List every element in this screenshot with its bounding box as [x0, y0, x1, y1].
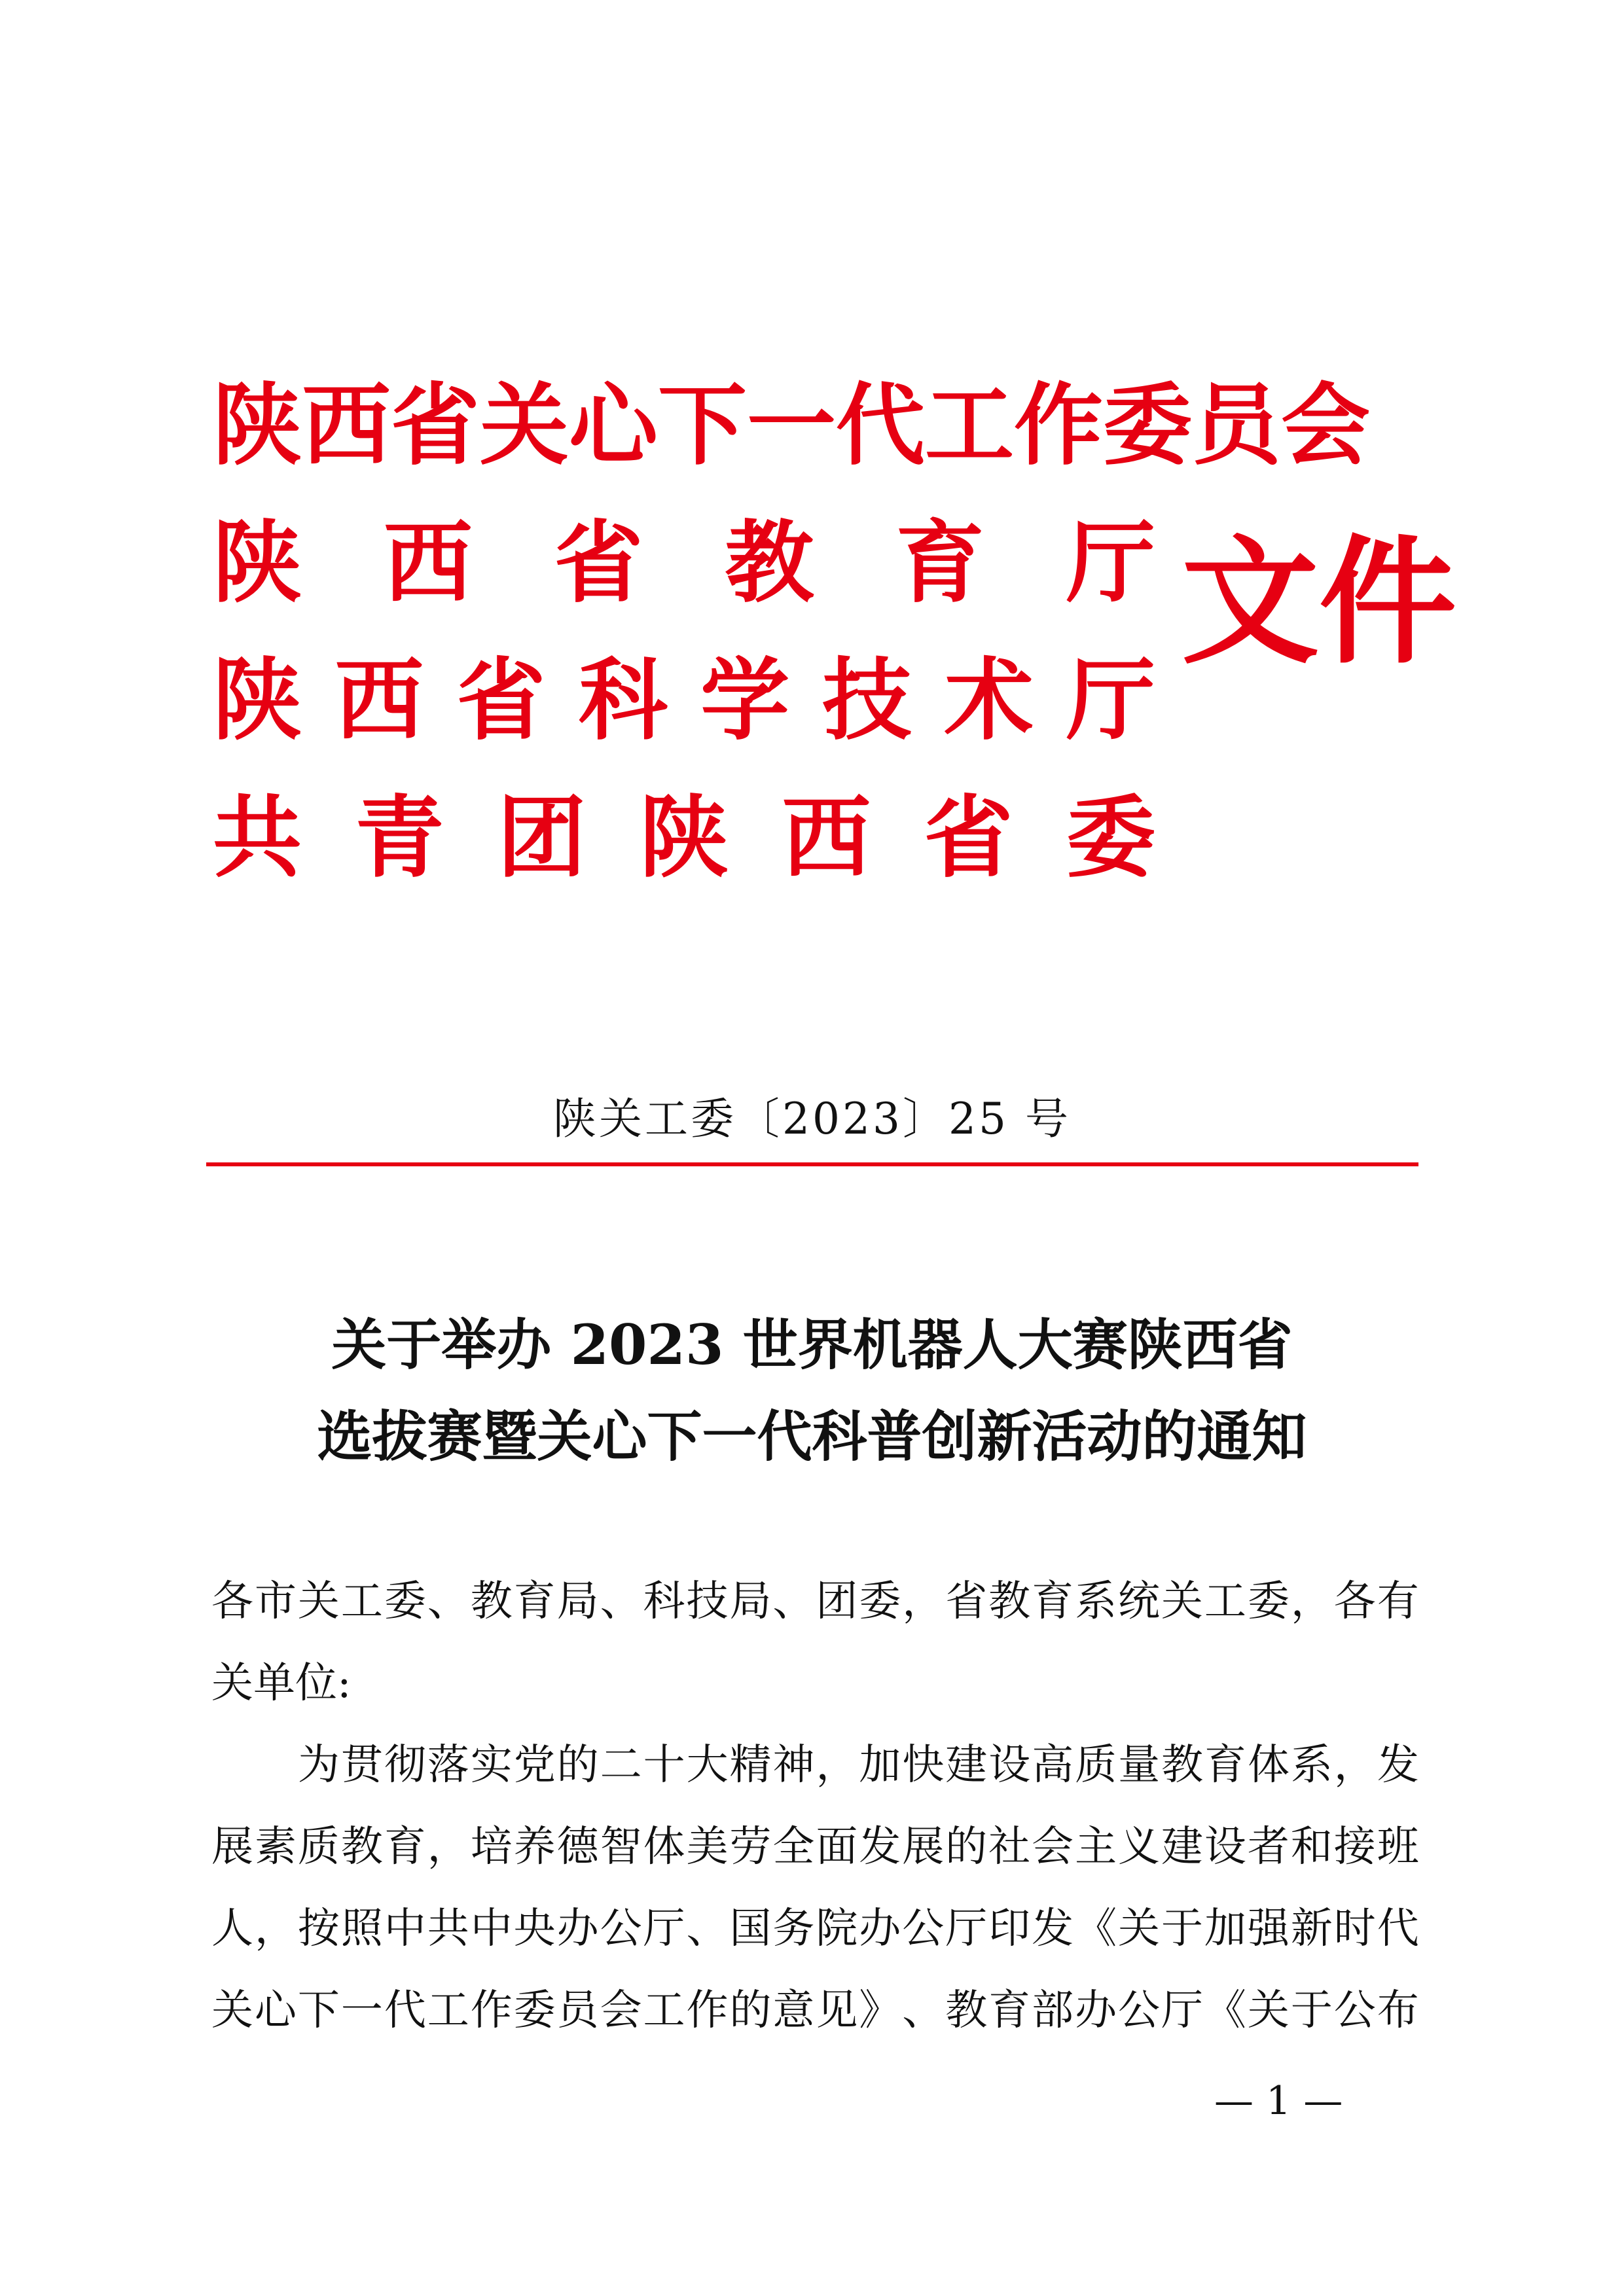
char: 加 [859, 1741, 901, 1789]
char: 见 [816, 1986, 858, 2035]
char: 贯 [340, 1741, 383, 1789]
char: 西 [383, 511, 473, 615]
char: 术 [944, 648, 1034, 753]
char: 、 [600, 1577, 642, 1626]
char: 教 [988, 1577, 1031, 1626]
char: 按 [297, 1905, 340, 1953]
char: 智 [600, 1823, 642, 1871]
char: 强 [1247, 1905, 1290, 1953]
char: 劳 [729, 1823, 772, 1871]
char: 会 [1032, 1823, 1074, 1871]
char: 委 [1247, 1577, 1290, 1626]
char: 系 [1075, 1577, 1117, 1626]
char: 陕 [213, 648, 302, 753]
red-divider-line [206, 1162, 1418, 1166]
char: 局 [729, 1577, 772, 1626]
document-number: 陕关工委〔2023〕25 号 [553, 1094, 1071, 1144]
char: 委 [384, 1577, 426, 1626]
char: 共 [427, 1905, 469, 1953]
char: 培 [470, 1823, 513, 1871]
char: 公 [1333, 1986, 1376, 2035]
issuer-name [213, 632, 1155, 769]
char: ， [1290, 1577, 1333, 1626]
char: 陕 [213, 511, 302, 615]
issuer-name [213, 769, 1155, 906]
char: 快 [902, 1741, 945, 1789]
char: 厅 [1161, 1986, 1203, 2035]
char: 下 [658, 373, 747, 478]
document-type-label: 文件 [1182, 521, 1457, 683]
char: 下 [297, 1986, 340, 2035]
char: 西 [782, 785, 871, 890]
char: 办 [556, 1905, 599, 1953]
addressee-line [211, 1561, 1419, 1643]
char: 二 [600, 1741, 642, 1789]
char: 局 [556, 1577, 599, 1626]
char: 作 [1014, 373, 1103, 478]
char: 发 [1032, 1905, 1074, 1953]
char: 省 [554, 511, 643, 615]
char: 育 [1032, 1577, 1074, 1626]
char: 建 [1161, 1823, 1203, 1871]
issuer-line [213, 357, 1370, 494]
char: 教 [340, 1823, 383, 1871]
char: 教 [1161, 1741, 1204, 1789]
char: 公 [600, 1905, 642, 1953]
char: 和 [1290, 1823, 1333, 1871]
char: 学 [700, 648, 790, 753]
char: ， [902, 1577, 945, 1626]
page-number: — 1 — [1214, 2078, 1343, 2124]
char: 工 [427, 1986, 469, 2035]
paragraph-line [211, 1725, 1419, 1806]
char: 有 [1377, 1577, 1419, 1626]
char: 养 [513, 1823, 556, 1871]
char: 面 [816, 1823, 858, 1871]
char: 省 [945, 1577, 988, 1626]
issuer-line [213, 494, 1162, 632]
char: 《 [1075, 1905, 1117, 1953]
char: 设 [988, 1741, 1031, 1789]
char: 厅 [643, 1905, 685, 1953]
char: 发 [859, 1823, 901, 1871]
char: 一 [747, 373, 836, 478]
char: 落 [427, 1741, 469, 1789]
paragraph-line [211, 1888, 1419, 1970]
char: 素 [254, 1823, 297, 1871]
paragraph-line [211, 1806, 1419, 1888]
char: 陕 [639, 785, 729, 890]
char: 省 [924, 785, 1013, 890]
char: 教 [725, 511, 814, 615]
char: 的 [945, 1823, 988, 1871]
char: 市 [254, 1577, 297, 1626]
char: 院 [816, 1905, 858, 1953]
char: 务 [772, 1905, 815, 1953]
char: 建 [945, 1741, 988, 1789]
char: 科 [643, 1577, 685, 1626]
char: 代 [384, 1986, 426, 2035]
char: 系 [1290, 1741, 1333, 1789]
char: 技 [822, 648, 912, 753]
char: 团 [816, 1577, 858, 1626]
char: ， [427, 1823, 469, 1871]
char: 十 [643, 1741, 685, 1789]
char: 关 [480, 373, 569, 478]
char: 关 [211, 1986, 253, 2035]
char: 为 [298, 1741, 340, 1789]
title-line: 选拔赛暨关心下一代科普创新活动的通知 [317, 1404, 1307, 1469]
char: 教 [470, 1577, 513, 1626]
char: 印 [988, 1905, 1031, 1953]
char: 全 [772, 1823, 815, 1871]
char: 西 [302, 373, 391, 478]
char: 》 [859, 1986, 901, 2035]
char: 人 [211, 1905, 253, 1953]
char: 各 [1333, 1577, 1376, 1626]
char: 时 [1333, 1905, 1376, 1953]
char: 员 [556, 1986, 599, 2035]
char: 会 [600, 1986, 642, 2035]
char: 共 [213, 785, 302, 890]
char: 者 [1247, 1823, 1290, 1871]
char: ， [1333, 1741, 1376, 1789]
char: 办 [859, 1905, 901, 1953]
char: 布 [1377, 1986, 1419, 2035]
char: 量 [1118, 1741, 1161, 1789]
char: 教 [945, 1986, 988, 2035]
char: 厅 [945, 1905, 988, 1953]
char: 、 [772, 1577, 815, 1626]
char: 公 [1118, 1986, 1161, 2035]
char: 《 [1204, 1986, 1246, 2035]
char: 员 [1192, 373, 1281, 478]
char: 体 [1247, 1741, 1290, 1789]
char: 央 [513, 1905, 556, 1953]
char: 高 [1032, 1741, 1074, 1789]
char: 社 [988, 1823, 1031, 1871]
char: 关 [297, 1577, 340, 1626]
title-line: 关于举办 2023 世界机器人大赛陕西省 [331, 1312, 1293, 1377]
char: 党 [513, 1741, 556, 1789]
char: 委 [1066, 785, 1155, 890]
char: 工 [1204, 1577, 1246, 1626]
char: 会 [1281, 373, 1370, 478]
char: 精 [729, 1741, 772, 1789]
char: 办 [1075, 1986, 1117, 2035]
char: 心 [254, 1986, 297, 2035]
char: 国 [729, 1905, 772, 1953]
char: 育 [1204, 1741, 1247, 1789]
char: 青 [355, 785, 444, 890]
char: 公 [902, 1905, 945, 1953]
char: 质 [1075, 1741, 1117, 1789]
char: 神 [772, 1741, 815, 1789]
char: 统 [1118, 1577, 1161, 1626]
char: 西 [334, 648, 424, 753]
char: 省 [456, 648, 546, 753]
char: 新 [1290, 1905, 1333, 1953]
char: 质 [297, 1823, 340, 1871]
char: 设 [1204, 1823, 1246, 1871]
char: 中 [384, 1905, 426, 1953]
char: 、 [902, 1986, 945, 2035]
char: 委 [859, 1577, 901, 1626]
char: ， [816, 1741, 858, 1789]
char: 的 [556, 1741, 599, 1789]
issuer-name [213, 494, 1155, 632]
char: 于 [1290, 1986, 1333, 2035]
char: 、 [427, 1577, 469, 1626]
char: 厅 [1066, 648, 1155, 753]
char: 部 [1032, 1986, 1074, 2035]
char: 主 [1075, 1823, 1117, 1871]
document-title [0, 1299, 1624, 1482]
char: 德 [556, 1823, 599, 1871]
char: 育 [384, 1823, 426, 1871]
paragraph-line [211, 1970, 1419, 2052]
char: 体 [643, 1823, 685, 1871]
char: 作 [470, 1986, 513, 2035]
addressee-line: 关单位: [211, 1659, 352, 1708]
char: 团 [497, 785, 586, 890]
char: 工 [340, 1577, 383, 1626]
char: 美 [686, 1823, 729, 1871]
char: 厅 [1066, 511, 1155, 615]
issuer-name [213, 357, 1370, 494]
char: 一 [340, 1986, 383, 2035]
char: 发 [1377, 1741, 1419, 1789]
char: 关 [1247, 1986, 1290, 2035]
char: 、 [686, 1905, 729, 1953]
char: 于 [1161, 1905, 1203, 1953]
document-body [211, 1561, 1419, 2052]
char: 实 [470, 1741, 513, 1789]
char: 大 [686, 1741, 729, 1789]
char: 关 [1118, 1905, 1161, 1953]
char: 育 [513, 1577, 556, 1626]
char: 意 [772, 1986, 815, 2035]
char: 关 [1161, 1577, 1203, 1626]
char: 班 [1377, 1823, 1419, 1871]
char: 委 [513, 1986, 556, 2035]
issuer-line [213, 632, 1162, 769]
char: 技 [686, 1577, 729, 1626]
char: 工 [643, 1986, 685, 2035]
char: 中 [470, 1905, 513, 1953]
char: 委 [1103, 373, 1192, 478]
char: 代 [1377, 1905, 1419, 1953]
char: 义 [1118, 1823, 1161, 1871]
char: 工 [925, 373, 1014, 478]
char: 心 [569, 373, 658, 478]
char: ， [254, 1905, 297, 1953]
char: 各 [211, 1577, 253, 1626]
issuer-line [213, 769, 1162, 906]
char: 代 [836, 373, 925, 478]
char: 的 [729, 1986, 772, 2035]
char: 科 [578, 648, 668, 753]
char: 陕 [213, 373, 302, 478]
char: 接 [1333, 1823, 1376, 1871]
char: 省 [391, 373, 480, 478]
char: 育 [988, 1986, 1031, 2035]
char: 作 [686, 1986, 729, 2035]
char: 展 [211, 1823, 253, 1871]
char: 彻 [384, 1741, 426, 1789]
char: 照 [340, 1905, 383, 1953]
char: 育 [895, 511, 985, 615]
char: 加 [1204, 1905, 1246, 1953]
char: 展 [902, 1823, 945, 1871]
